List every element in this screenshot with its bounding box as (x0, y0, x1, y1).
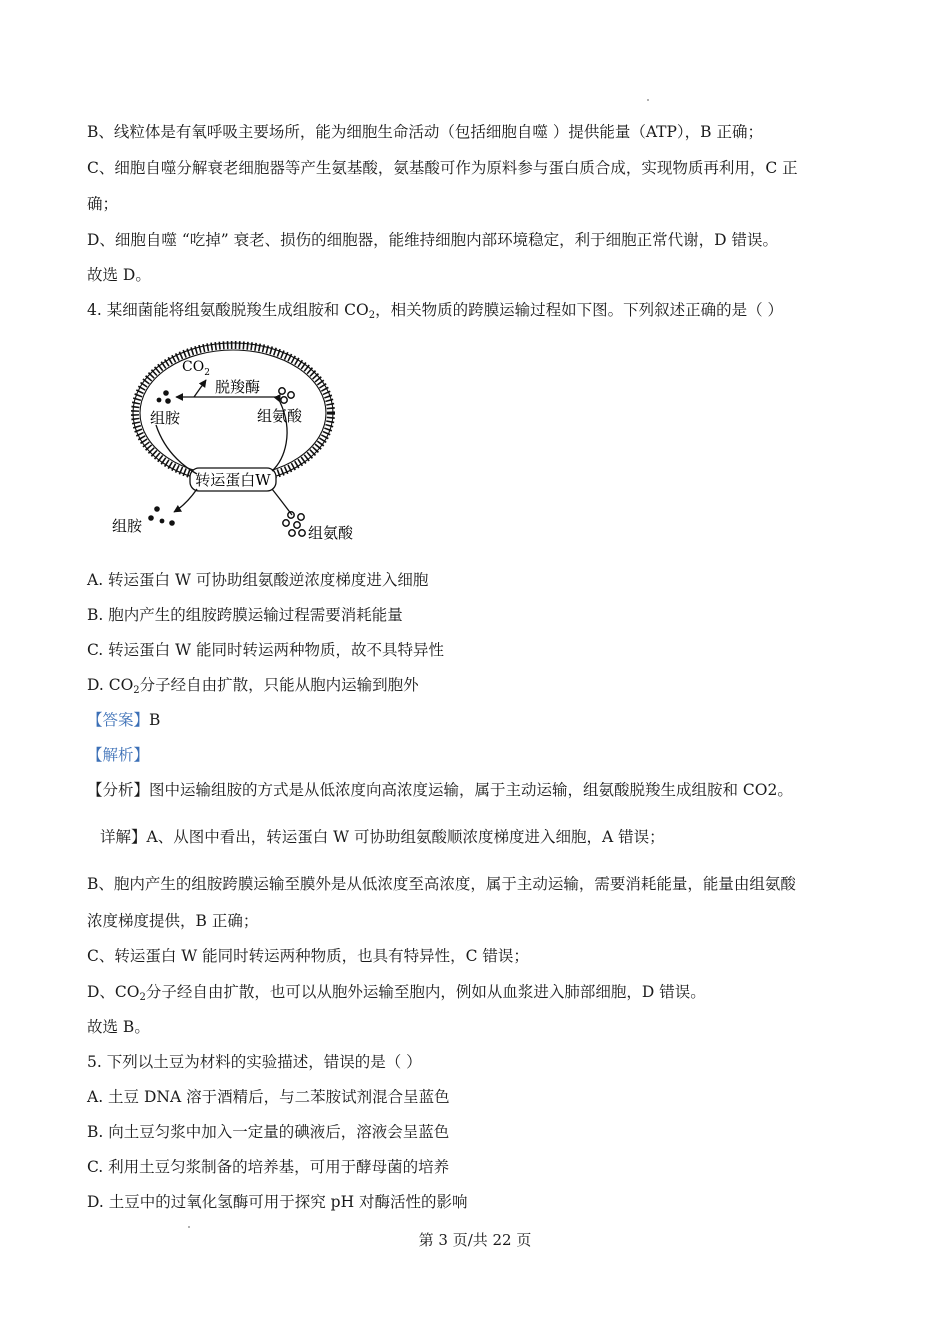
q4-option-a: A. 转运蛋白 W 可协助组氨酸逆浓度梯度进入细胞 (87, 571, 429, 589)
q4-option-d: D. $CO_2$分子经自由扩散，只能从胞内运输到胞外 (87, 676, 419, 696)
q4-answer (87, 710, 160, 730)
prev-option-c-line2: 确； (87, 195, 119, 213)
q4-stem: 4. 某细菌能将组氨酸脱羧生成组胺和 $CO_2$，相关物质的跨膜运输过程如下图。下列叙述正确的是（ ） (87, 301, 784, 321)
prev-option-c-line1: C、细胞自噬分解衰老细胞器等产生氨基酸，氨基酸可作为原料参与蛋白质合成，实现物质再利用，C 正 (87, 159, 798, 177)
prev-option-d: D、细胞自噬 “吃掉” 衰老、损伤的细胞器，能维持细胞内部环境稳定，利于细胞正常代谢，D 错误。 (87, 231, 778, 249)
histidine-outside-label: 组氨酸 (308, 524, 354, 542)
histamine-outside-label: 组胺 (112, 517, 143, 535)
transporter-w-label: 转运蛋白W (195, 471, 271, 489)
page-footer: 第 3 页/共 22 页 (418, 1231, 532, 1249)
q4-fenxi: 【分析】图中运输组胺的方式是从低浓度向高浓度运输，属于主动运输，组氨酸脱羧生成组胺和 CO2。 (87, 781, 793, 799)
histidine-inside-molecules (279, 388, 294, 403)
q4-explain-b-line1: B、胞内产生的组胺跨膜运输至膜外是从低浓度至高浓度，属于主动运输，需要消耗能量，能量由组氨酸 (87, 875, 796, 893)
scan-dot (647, 99, 649, 101)
q5-stem: 5. 下列以土豆为材料的实验描述，错误的是（ ） (87, 1053, 422, 1071)
decarboxylase-label: 脱羧酶 (215, 378, 261, 396)
answer-tag: 【答案】 (87, 711, 150, 729)
q5-option-c: C. 利用土豆匀浆制备的培养基，可用于酵母菌的培养 (87, 1158, 450, 1176)
q5-option-a: A. 土豆 DNA 溶于酒精后，与二苯胺试剂混合呈蓝色 (87, 1088, 450, 1106)
q4-option-c: C. 转运蛋白 W 能同时转运两种物质，故不具特异性 (87, 641, 444, 659)
histamine-inner-path (156, 425, 197, 474)
q5-option-b: B. 向土豆匀浆中加入一定量的碘液后，溶液会呈蓝色 (87, 1123, 450, 1141)
co2-arrow (194, 380, 206, 397)
prev-choice: 故选 D。 (87, 266, 151, 284)
histidine-outside-molecules (283, 512, 305, 536)
q4-explain-d: D、$CO_2$分子经自由扩散，也可以从胞外运输至胞内，例如从血浆进入肺部细胞，D 错误。 (87, 983, 706, 1003)
prev-option-b: B、线粒体是有氧呼吸主要场所，能为细胞生命活动（包括细胞自噬 ）提供能量（ATP），B 正确； (87, 123, 764, 141)
co2-label: $CO_2$ (182, 359, 210, 378)
q4-choice: 故选 B。 (87, 1018, 150, 1036)
histamine-inside-label: 组胺 (150, 409, 181, 427)
q4-option-b: B. 胞内产生的组胺跨膜运输过程需要消耗能量 (87, 606, 403, 624)
q4-explain-c: C、转运蛋白 W 能同时转运两种物质，也具有特异性，C 错误； (87, 947, 529, 965)
histidine-out-path (272, 489, 292, 515)
q4-xiangjie: 详解】A、从图中看出，转运蛋白 W 可协助组氨酸顺浓度梯度进入细胞，A 错误； (100, 828, 665, 846)
q4-explain-b-line2: 浓度梯度提供，B 正确； (87, 912, 259, 930)
histamine-inside-molecules (157, 390, 171, 404)
histamine-outside-molecules (148, 506, 175, 526)
q5-option-d: D. 土豆中的过氧化氢酶可用于探究 pH 对酶活性的影响 (87, 1193, 468, 1211)
q4-membrane-transport-diagram (110, 337, 370, 549)
q4-analysis-tag: 【解析】 (87, 746, 150, 764)
histidine-inside-label: 组氨酸 (257, 407, 303, 425)
answer-value: B (149, 711, 161, 729)
histamine-out-arrow (174, 489, 197, 512)
scan-dot (188, 1226, 190, 1228)
